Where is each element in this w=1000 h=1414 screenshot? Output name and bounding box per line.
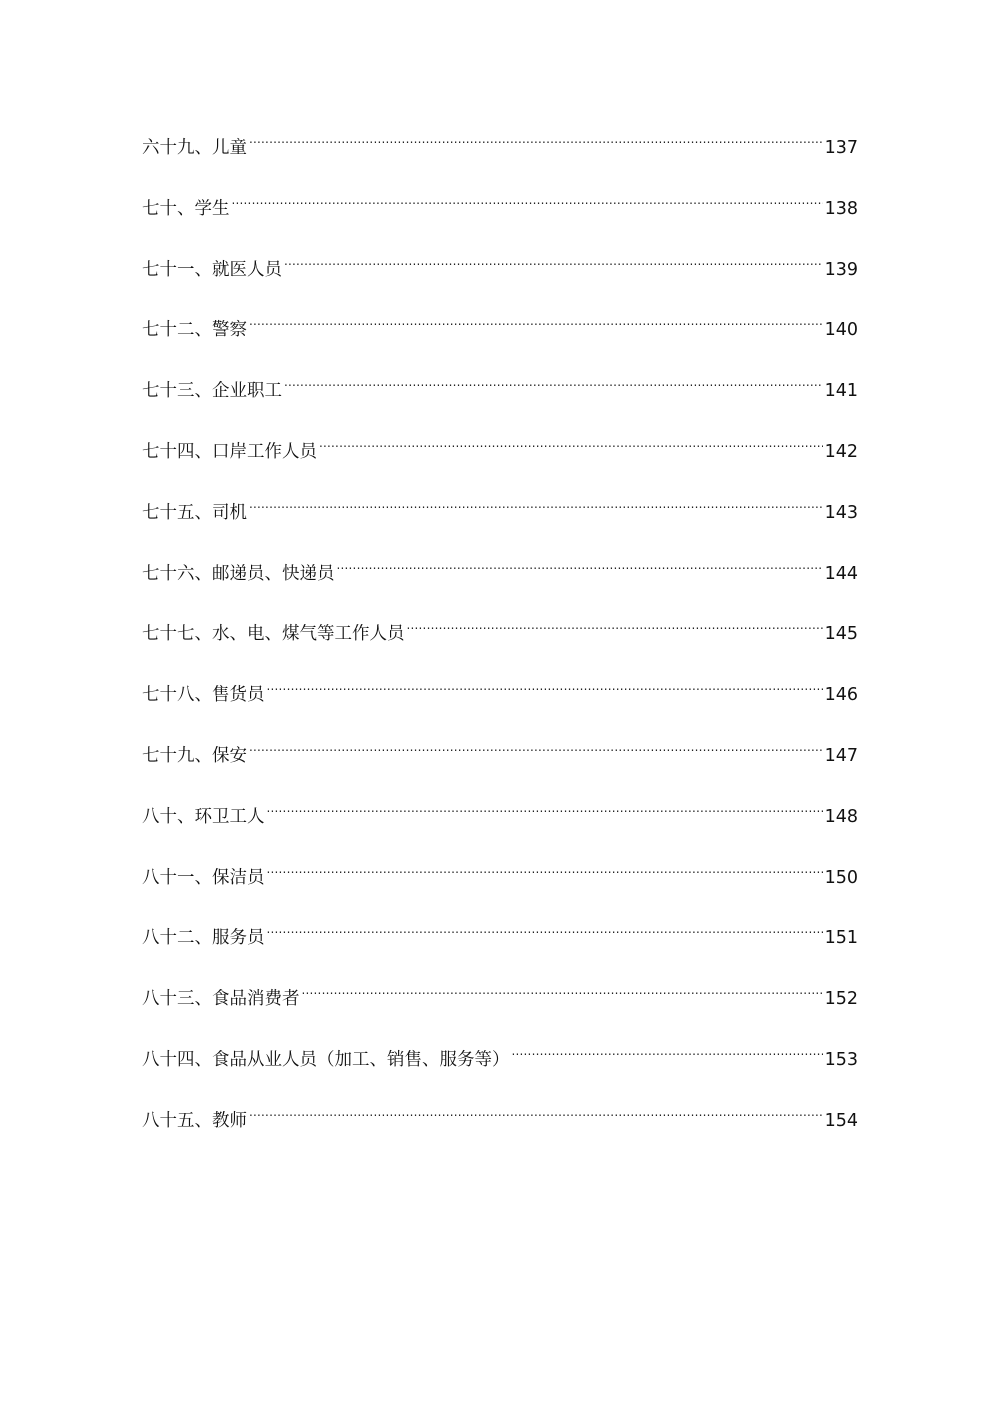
toc-entry[interactable] <box>142 120 858 181</box>
toc-entry[interactable] <box>142 485 858 546</box>
toc-entry-page: 143 <box>824 502 858 523</box>
toc-entry[interactable] <box>142 728 858 789</box>
toc-entry-title: 八十三、食品消费者 <box>142 989 300 1010</box>
toc-entry-title: 七十二、警察 <box>142 320 247 341</box>
toc-entry[interactable] <box>142 546 858 607</box>
toc-entry-title: 八十一、保洁员 <box>142 867 265 888</box>
toc-entry-title: 七十六、邮递员、快递员 <box>142 563 335 584</box>
toc-dot-leader <box>267 789 823 822</box>
toc-entry-title: 八十二、服务员 <box>142 928 265 949</box>
toc-entry[interactable] <box>142 789 858 850</box>
toc-entry-title: 七十三、企业职工 <box>142 381 282 402</box>
toc-entry[interactable] <box>142 667 858 728</box>
toc-entry-page: 151 <box>824 928 858 949</box>
toc-entry-title: 七十八、售货员 <box>142 685 265 706</box>
toc-dot-leader <box>319 424 823 457</box>
toc-entry-title: 七十一、就医人员 <box>142 259 282 280</box>
toc-dot-leader <box>302 971 823 1004</box>
toc-entry-title: 八十、环卫工人 <box>142 806 265 827</box>
toc-entry-title: 六十九、儿童 <box>142 138 247 158</box>
toc-dot-leader <box>407 606 823 639</box>
toc-dot-leader <box>249 728 823 761</box>
toc-entry[interactable] <box>142 850 858 911</box>
toc-entry-title: 八十四、食品从业人员（加工、销售、服务等） <box>142 1049 510 1070</box>
toc-entry-title: 七十四、口岸工作人员 <box>142 441 317 462</box>
toc-entry-title: 七十五、司机 <box>142 502 247 523</box>
toc-entry[interactable] <box>142 424 858 485</box>
toc-entry-title: 七十七、水、电、煤气等工作人员 <box>142 624 405 645</box>
toc-entry[interactable] <box>142 971 858 1032</box>
toc-dot-leader <box>284 242 823 275</box>
toc-entry-page: 145 <box>824 624 858 645</box>
toc-entry-page: 153 <box>824 1049 858 1070</box>
toc-entry[interactable] <box>142 606 858 667</box>
toc-dot-leader <box>249 1093 823 1126</box>
toc-dot-leader <box>267 850 823 883</box>
toc-entry[interactable] <box>142 1093 858 1154</box>
toc-entry-page: 138 <box>824 198 858 219</box>
toc-entry-page: 139 <box>824 259 858 280</box>
toc-entry-page: 144 <box>824 563 858 584</box>
toc-entry[interactable] <box>142 1032 858 1093</box>
toc-entry-title: 七十九、保安 <box>142 745 247 766</box>
toc-entry[interactable] <box>142 181 858 242</box>
toc-entry-page: 152 <box>824 989 858 1010</box>
toc-entry[interactable] <box>142 363 858 424</box>
toc-dot-leader <box>249 120 823 153</box>
toc-entry-title: 八十五、教师 <box>142 1110 247 1131</box>
table-of-contents <box>142 120 858 1154</box>
toc-dot-leader <box>284 363 823 396</box>
toc-entry-page: 148 <box>824 806 858 827</box>
toc-dot-leader <box>267 910 823 943</box>
toc-dot-leader <box>267 667 823 700</box>
toc-entry-page: 150 <box>824 867 858 888</box>
toc-entry-title: 七十、学生 <box>142 198 230 219</box>
toc-dot-leader <box>232 181 823 214</box>
toc-entry-page: 154 <box>824 1110 858 1131</box>
toc-entry-page: 140 <box>824 320 858 341</box>
toc-entry-page: 141 <box>824 381 858 402</box>
toc-entry[interactable] <box>142 242 858 303</box>
toc-entry-page: 147 <box>824 745 858 766</box>
toc-dot-leader <box>249 302 823 335</box>
toc-dot-leader <box>512 1032 823 1065</box>
toc-entry[interactable] <box>142 910 858 971</box>
toc-dot-leader <box>249 485 823 518</box>
toc-entry-page: 146 <box>824 685 858 706</box>
toc-entry-page: 137 <box>824 138 858 158</box>
toc-dot-leader <box>337 546 823 579</box>
toc-entry-page: 142 <box>824 441 858 462</box>
toc-entry[interactable] <box>142 302 858 363</box>
